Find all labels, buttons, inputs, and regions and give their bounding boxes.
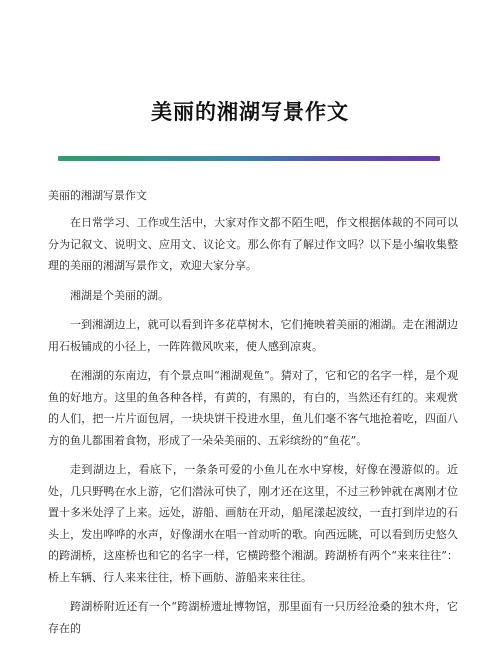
paragraph-1: 湘湖是个美丽的湖。 <box>70 288 169 302</box>
paragraph-intro: 在日常学习、工作或生活中，大家对作文都不陌生吧，作文根据体裁的不同可以分为记叙文、说明文、应用文、议论文。那么你有了解过作文吗？以下是小编收集整理的美丽的湘湖写景作文，欢迎大家分享。 <box>48 216 458 272</box>
paragraph-2: 一到湘湖边上，就可以看到许多花草树木，它们掩映着美丽的湘湖。走在湘湖边用石板铺成的小径上，一阵阵微风吹来，使人感到凉爽。 <box>48 318 458 353</box>
paragraph-5: 跨湖桥附近还有一个“跨湖桥遗址博物馆，那里面有一只历经沧桑的独木舟，它存在的 <box>48 600 458 635</box>
title-divider <box>58 156 440 161</box>
document-body <box>48 186 458 647</box>
paragraph-3: 在湘湖的东南边，有个景点叫“湘湖观鱼”。猜对了，它和它的名字一样，是个观鱼的好地方。这里的鱼各种各样，有黄的，有黑的，有白的，当然还有红的。来观赏的人们，把一片片面包屑，一块块饼干投进水里，鱼儿们毫不客气地抢着吃，四面八方的鱼儿都围着食物，形成了一朵朵美丽的、五彩缤纷的“鱼花”。 <box>48 369 458 447</box>
document-title: 美丽的湘湖写景作文 <box>151 99 349 124</box>
article-subtitle: 美丽的湘湖写景作文 <box>48 189 147 202</box>
paragraph-4: 走到湖边上，看底下，一条条可爱的小鱼儿在水中穿梭，好像在漫游似的。近处，几只野鸭在水上游，它们潜泳可快了，刚才还在这里，不过三秒钟就在离刚才位置十多米处浮了上来。远处，游船、画舫在开动，船尾漾起波纹，一直打到岸边的石头上，发出哗哗的水声，好像湖水在唱一首动听的歌。向西远眺，可以看到历史悠久的跨湖桥，这座桥也和它的名字一样，它横跨整个湘湖。跨湖桥有两个“来来往往”：桥上车辆、行人来来往往，桥下画舫、游船来来往往。 <box>48 463 458 584</box>
